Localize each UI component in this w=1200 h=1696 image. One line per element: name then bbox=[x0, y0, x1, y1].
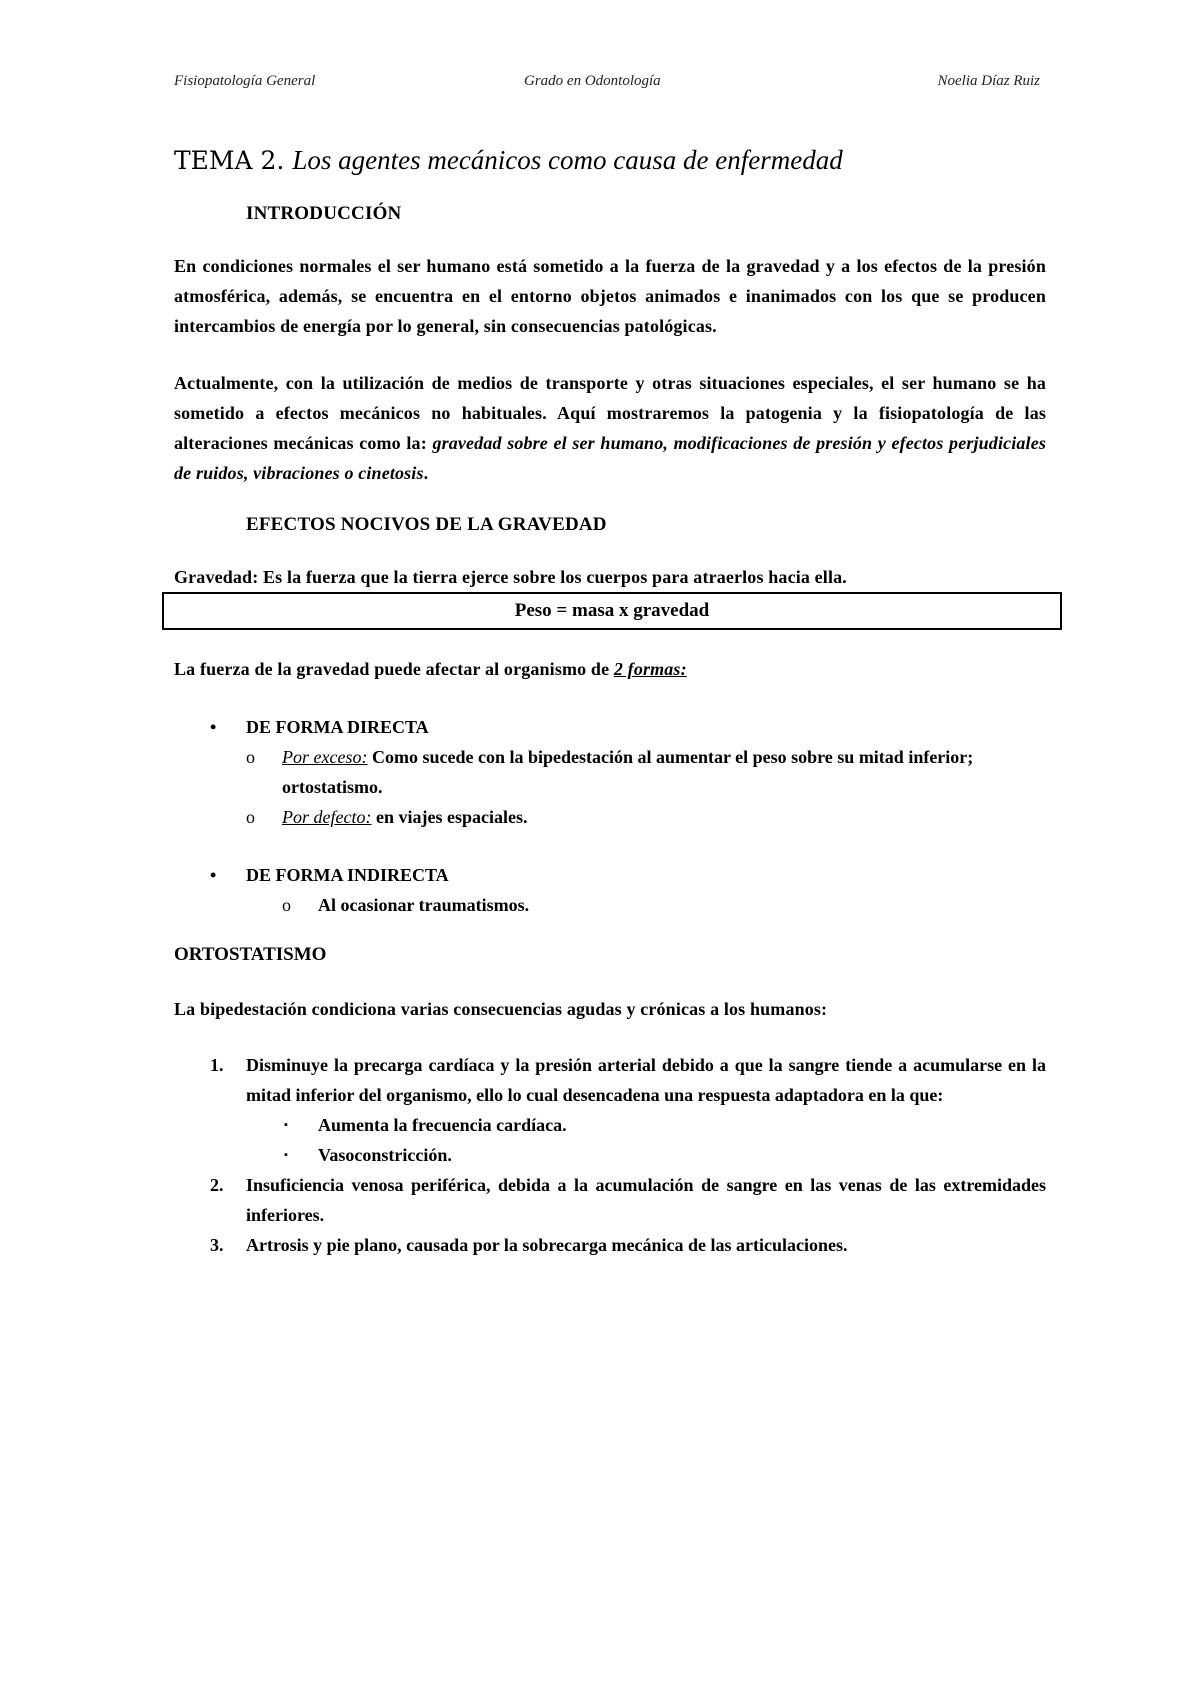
defecto-text: en viajes espaciales. bbox=[371, 807, 528, 827]
header-course: Fisiopatología General bbox=[174, 73, 316, 89]
intro-p2-start: Actualmente, con la utilización de medios de transporte y otras situaciones especiales, el ser humano se ha sometido a efectos mecánicos no habituales. Aquí mostraremos la patogenia y la fisiopatología de las alteraciones mecánicas como la: bbox=[174, 373, 1046, 453]
orto-item-2 bbox=[174, 1170, 1046, 1230]
gravity-definition: Gravedad: Es la fuerza que la tierra ejerce sobre los cuerpos para atraerlos hacia ella. bbox=[174, 567, 847, 587]
list-subitem-defecto bbox=[174, 802, 1046, 832]
orto-item-2-text: Insuficiencia venosa periférica, debida a la acumulación de sangre en las venas de las extremidades inferiores. bbox=[246, 1175, 1046, 1225]
title-subtitle: Los agentes mecánicos como causa de enfermedad bbox=[292, 145, 843, 175]
header-author: Noelia Díaz Ruiz bbox=[937, 73, 1040, 89]
circle-bullet-icon: o bbox=[282, 895, 291, 915]
traumatismos-text: Al ocasionar traumatismos. bbox=[318, 895, 530, 915]
orto-subitem-1 bbox=[174, 1110, 1046, 1140]
gravity-heading: EFECTOS NOCIVOS DE LA GRAVEDAD bbox=[246, 514, 607, 535]
orto-subitem-2-text: Vasoconstricción. bbox=[318, 1145, 452, 1165]
list-item-indirect bbox=[174, 860, 1046, 890]
intro-paragraph-2 bbox=[174, 368, 1046, 488]
intro-p2-end: . bbox=[423, 463, 429, 483]
page-title bbox=[174, 140, 1046, 181]
intro-p2-emphasis: gravedad sobre el ser humano, modificaciones de presión y efectos perjudiciales de ruidos, vibraciones o cinetosis bbox=[174, 433, 1046, 483]
document-body bbox=[174, 140, 1046, 1260]
orto-item-3-text: Artrosis y pie plano, causada por la sobrecarga mecánica de las articulaciones. bbox=[246, 1235, 848, 1255]
list-subitem-traumatismos bbox=[174, 890, 1046, 920]
exceso-label: Por exceso: bbox=[282, 747, 368, 767]
intro-paragraph-1: En condiciones normales el ser humano está sometido a la fuerza de la gravedad y a los efectos de la presión atmosférica, además, se encuentra en el entorno objetos animados e inanimados con los que se producen intercambios de energía por lo general, sin consecuencias patológicas. bbox=[174, 256, 1046, 336]
orto-item-1-text: Disminuye la precarga cardíaca y la presión arterial debido a que la sangre tiende a acumularse en la mitad inferior del organismo, ello lo cual desencadena una respuesta adaptadora en la que: bbox=[246, 1055, 1046, 1105]
bullet-icon: • bbox=[210, 865, 217, 885]
list-item-direct bbox=[174, 712, 1046, 742]
orto-item-3 bbox=[174, 1230, 1046, 1260]
forms-intro-text: La fuerza de la gravedad puede afectar al organismo de bbox=[174, 659, 614, 679]
item-number: 2. bbox=[210, 1175, 224, 1195]
forms-intro-emphasis: 2 formas: bbox=[613, 659, 687, 679]
circle-bullet-icon: o bbox=[246, 807, 255, 827]
orto-heading: ORTOSTATISMO bbox=[174, 944, 327, 965]
square-bullet-icon: ▪ bbox=[284, 1149, 288, 1161]
header-degree: Grado en Odontología bbox=[524, 73, 661, 89]
formula-box: Peso = masa x gravedad bbox=[162, 592, 1062, 630]
forms-intro bbox=[174, 654, 1046, 684]
circle-bullet-icon: o bbox=[246, 747, 255, 767]
direct-label: DE FORMA DIRECTA bbox=[246, 717, 429, 737]
item-number: 1. bbox=[210, 1055, 224, 1075]
title-label: TEMA 2. bbox=[174, 146, 285, 175]
bullet-icon: • bbox=[210, 717, 217, 737]
orto-item-1 bbox=[174, 1050, 1046, 1110]
orto-subitem-1-text: Aumenta la frecuencia cardíaca. bbox=[318, 1115, 567, 1135]
indirect-label: DE FORMA INDIRECTA bbox=[246, 865, 449, 885]
square-bullet-icon: ▪ bbox=[284, 1119, 288, 1131]
orto-subitem-2 bbox=[174, 1140, 1046, 1170]
list-subitem-exceso bbox=[174, 742, 1046, 802]
exceso-text: Como sucede con la bipedestación al aumentar el peso sobre su mitad inferior; ortostatismo. bbox=[282, 747, 974, 797]
defecto-label: Por defecto: bbox=[282, 807, 372, 827]
intro-heading: INTRODUCCIÓN bbox=[246, 203, 402, 224]
orto-intro: La bipedestación condiciona varias consecuencias agudas y crónicas a los humanos: bbox=[174, 999, 828, 1019]
item-number: 3. bbox=[210, 1235, 224, 1255]
